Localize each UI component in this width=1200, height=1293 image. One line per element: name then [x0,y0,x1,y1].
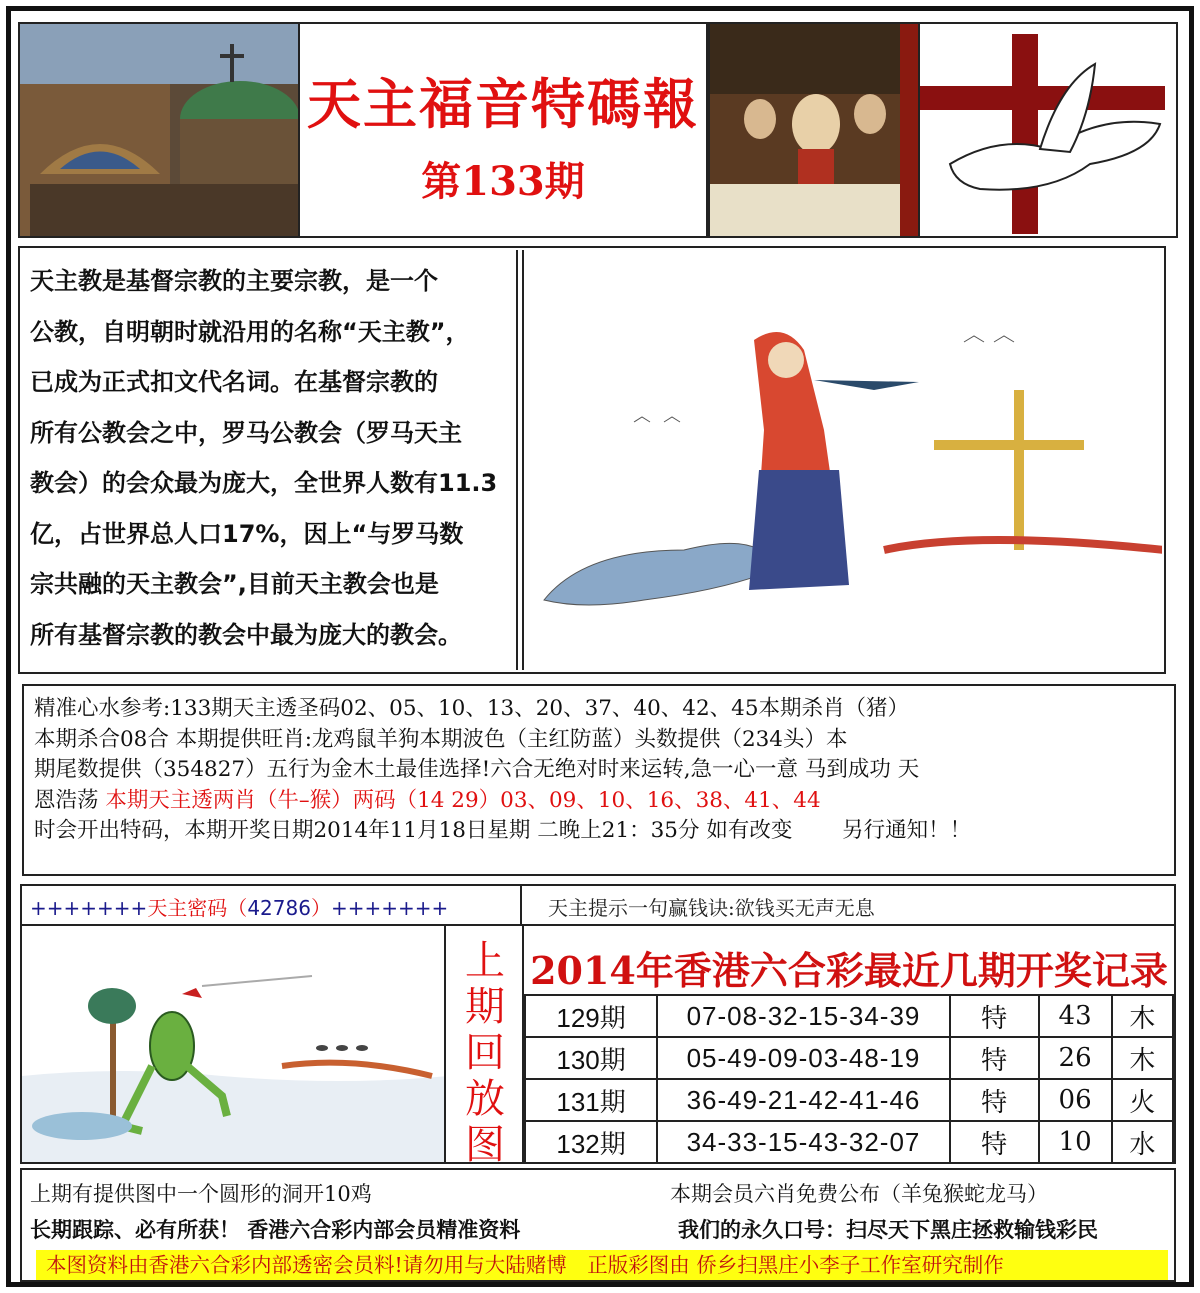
cathedral-photo [18,22,300,238]
cross-dove-graphic [920,22,1178,238]
woman-cross-illustration [522,250,1162,670]
tips-line-4-black: 恩浩荡 [34,787,106,813]
tips-line-3: 期尾数提供（354827）五行为金木土最佳选择!六合无绝对时来运转,急一心一意 马到成功 天 [34,757,920,782]
period-cell: 132期 [525,1121,657,1163]
special-label-cell: 特 [950,1037,1039,1079]
records-title: 2014年香港六合彩最近几期开奖记录 [530,948,1168,993]
newspaper-title: 天主福音特碼報 [307,72,699,136]
code-value: 42786 [247,896,311,920]
last-supper-painting [708,22,920,238]
code-prefix: +++++++ [30,896,148,920]
intro-line: 已成为正式扣文代名词。在基督宗教的 [30,368,438,396]
frog-illustration [20,924,446,1164]
intro-line: 天主教是基督宗教的主要宗教，是一个 [30,267,438,295]
tips-line-5: 时会开出特码，本期开奖日期2014年11月18日星期 二晚上21：35分 如有改变 另行通知！！ [34,818,972,843]
special-label-cell: 特 [950,995,1039,1037]
intro-line: 亿，占世界总人口17%，因上“与罗马数 [30,519,464,548]
element-cell: 木 [1112,995,1173,1037]
special-label-cell: 特 [950,1121,1039,1163]
last-issue-replay-label [446,924,524,1168]
table-row [525,1121,1173,1163]
intro-line: 教会）的会众最为庞大，全世界人数有11.3 [30,469,498,497]
secret-code-bar [20,884,522,926]
side-char: 期 [465,984,505,1030]
side-char: 放 [465,1076,505,1122]
footer-panel [20,1168,1176,1282]
numbers-cell: 36-49-21-42-41-46 [657,1079,950,1121]
footer-right-1: 本期会员六肖免费公布（羊兔猴蛇龙马） [670,1182,1048,1206]
intro-line: 所有基督宗教的教会中最为庞大的教会。 [30,620,462,649]
header-title-box [300,22,708,238]
numbers-cell: 34-33-15-43-32-07 [657,1121,950,1163]
intro-text [22,250,518,670]
issue-number: 第133期 [421,158,585,205]
special-number-cell: 26 [1039,1037,1112,1079]
table-row [525,1037,1173,1079]
period-cell: 130期 [525,1037,657,1079]
intro-line: 所有公教会之中，罗马公教会（罗马天主 [30,418,462,447]
records-table [524,994,1174,1164]
tips-line-4 [34,786,1164,817]
special-number-cell: 06 [1039,1079,1112,1121]
tips-line-1: 精准心水参考:133期天主透圣码02、05、10、13、20、37、40、42、45本期杀肖（猪） [34,696,910,721]
winning-tip-bar: 天主提示一句赢钱诀:欲钱买无声无息 [520,884,1176,926]
special-number-cell: 43 [1039,995,1112,1037]
special-label-cell: 特 [950,1079,1039,1121]
footer-left-2: 长期跟踪、必有所获！ 香港六合彩内部会员精准资料 [30,1217,521,1242]
tips-panel [22,684,1176,876]
special-number-cell: 10 [1039,1121,1112,1163]
table-row [525,995,1173,1037]
period-cell: 131期 [525,1079,657,1121]
period-cell: 129期 [525,995,657,1037]
side-char: 图 [465,1122,505,1168]
footer-left-1: 上期有提供图中一个圆形的洞开10鸡 [30,1182,372,1206]
numbers-cell: 07-08-32-15-34-39 [657,995,950,1037]
tips-line-2: 本期杀合08合 本期提供旺肖:龙鸡鼠羊狗本期波色（主红防蓝）头数提供（234头）本 [34,726,848,752]
code-close-paren: ） [310,896,331,920]
table-row [525,1079,1173,1121]
footer-right-2: 我们的永久口号：扫尽天下黑庄拯救输钱彩民 [678,1217,1098,1242]
element-cell: 火 [1112,1079,1173,1121]
element-cell: 水 [1112,1121,1173,1163]
tips-highlight: 本期天主透两肖（牛–猴）两码（14 29）03、09、10、16、38、41、44 [105,787,821,813]
intro-line: 公教，自明朝时就沿用的名称“天主教”， [30,317,470,346]
code-suffix: +++++++ [330,896,449,920]
numbers-cell: 05-49-09-03-48-19 [657,1037,950,1079]
intro-line: 宗共融的天主教会”,目前天主教会也是 [30,570,439,598]
side-char: 上 [465,938,505,984]
side-char: 回 [465,1030,505,1076]
code-label: 天主密码（ [147,896,248,920]
element-cell: 木 [1112,1037,1173,1079]
draw-records-panel [522,924,1176,1164]
footer-banner: 本图资料由香港六合彩内部透密会员料!请勿用与大陆赌博 正版彩图由 侨乡扫黑庄小李子工作室研究制作 [36,1250,1168,1280]
